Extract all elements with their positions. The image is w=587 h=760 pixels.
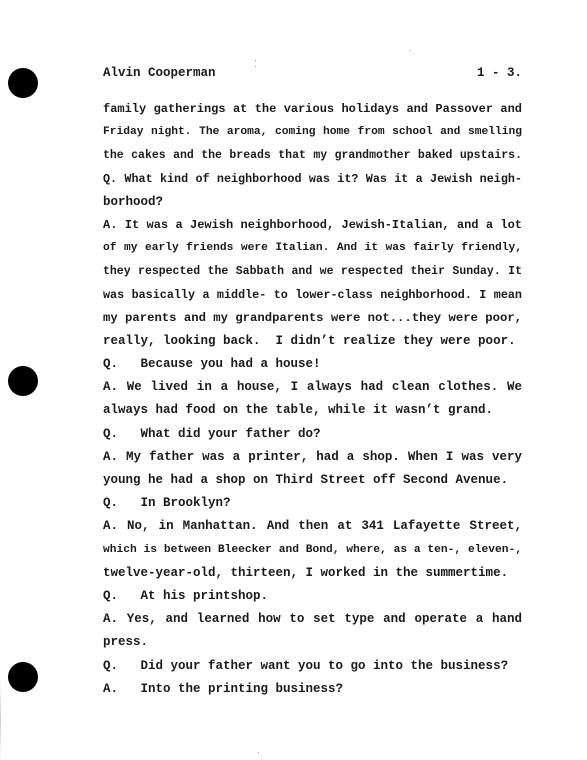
page-number: 1 - 3. xyxy=(476,66,522,80)
transcript-line: A. My father was a printer, had a shop. When I was very xyxy=(103,449,522,464)
interviewee-name: Alvin Cooperman xyxy=(103,66,216,80)
transcript-line: really, looking back. I didn’t realize they were poor. xyxy=(103,333,516,348)
transcript-line: A. No, in Manhattan. And then at 341 Lafayette Street, xyxy=(103,519,522,534)
transcript-line: young he had a shop on Third Street off Second Avenue. xyxy=(103,473,509,487)
punch-hole-middle xyxy=(8,366,38,396)
transcript-line: Q. What did your father do? xyxy=(103,426,321,441)
punch-hole-top xyxy=(8,68,38,98)
transcript-line: was basically a middle- to lower-class neighborhood. I mean xyxy=(103,287,522,302)
transcript-line: Q. In Brooklyn? xyxy=(103,496,231,511)
transcript-line: family gatherings at the various holidays and Passover and xyxy=(103,102,522,116)
scan-speck xyxy=(255,66,256,67)
transcript-body xyxy=(103,98,522,701)
transcript-line: twelve-year-old, thirteen, I worked in the summertime. xyxy=(103,565,509,580)
transcript-line: my parents and my grandparents were not...they were poor, xyxy=(103,310,522,325)
transcript-line: borhood? xyxy=(103,194,164,209)
transcript-line: which is between Bleecker and Bond, where, as a ten-, eleven-, xyxy=(103,543,522,556)
transcript-line: Q. Because you had a house! xyxy=(103,357,321,372)
transcript-line: always had food on the table, while it wasn’t grand. xyxy=(103,403,494,418)
transcript-line: press. xyxy=(103,635,149,650)
transcript-line: A. Yes, and learned how to set type and operate a hand xyxy=(103,612,522,627)
punch-hole-bottom xyxy=(8,662,38,692)
scan-edge-mark xyxy=(0,680,1,760)
transcript-line: Q. At his printshop. xyxy=(103,588,269,603)
transcript-line: of my early friends were Italian. And it was fairly friendly, xyxy=(103,242,522,255)
transcript-line: Friday night. The aroma, coming home from school and smelling xyxy=(103,126,522,139)
transcript-line: A. Into the printing business? xyxy=(103,681,344,696)
transcript-line: A. We lived in a house, I always had clean clothes. We xyxy=(103,380,522,395)
transcript-line: Q. Did your father want you to go into the business? xyxy=(103,658,509,673)
scan-speck xyxy=(258,752,259,753)
scan-speck xyxy=(255,60,256,61)
transcript-line: they respected the Sabbath and we respected their Sunday. It xyxy=(103,265,522,279)
transcript-line: the cakes and the breads that my grandmother baked upstairs. xyxy=(103,149,522,163)
scan-speck xyxy=(410,50,411,51)
transcript-line: Q. What kind of neighborhood was it? Was it a Jewish neigh- xyxy=(103,171,522,186)
transcript-line: A. It was a Jewish neighborhood, Jewish-Italian, and a lot xyxy=(103,217,522,232)
